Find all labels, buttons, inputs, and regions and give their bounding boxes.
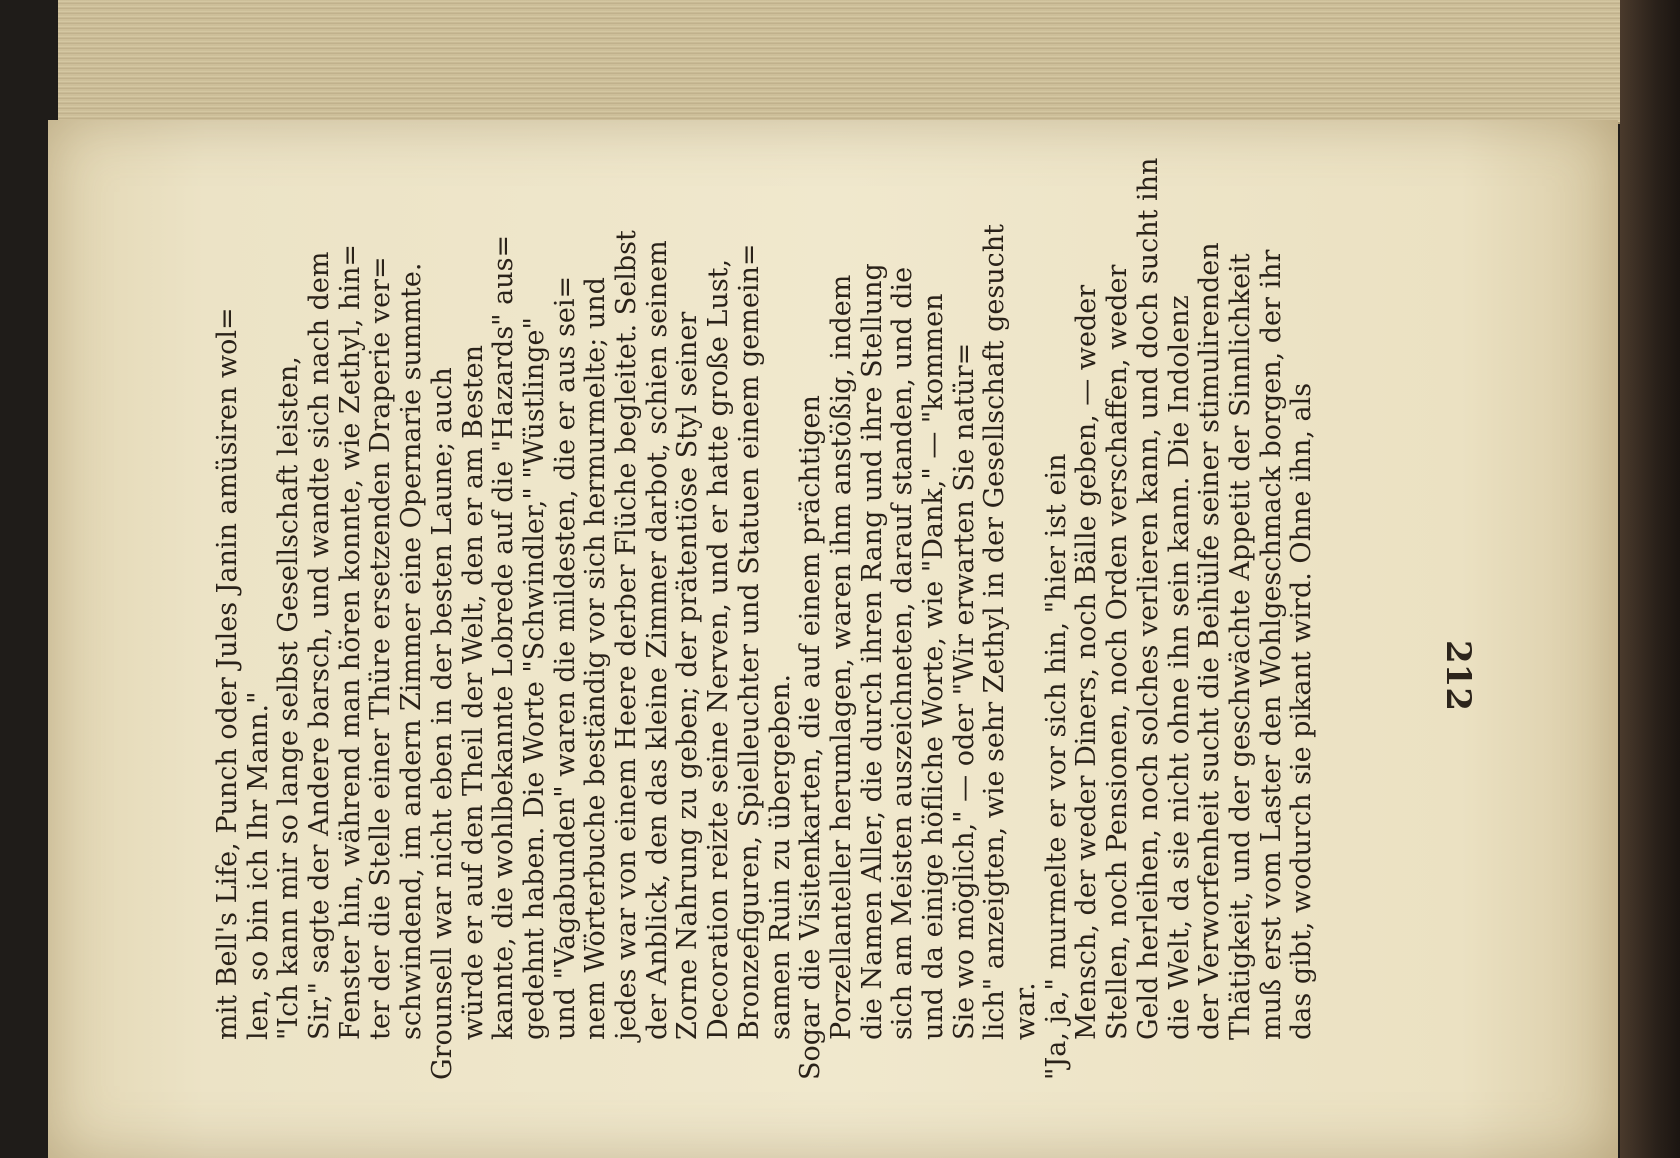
- text-line: Bronzefiguren, Spielleuchter und Statuen einem gemein=: [733, 243, 765, 1040]
- text-line: Porzellanteller herumlagen, waren ihm anstößig, indem: [825, 274, 857, 1040]
- text-line: Zorne Nahrung zu geben; der prätentiöse Styl seiner: [672, 311, 704, 1040]
- text-line: Mensch, der weder Diners, noch Bälle geben, — weder: [1071, 284, 1103, 1040]
- text-line: samen Ruin zu übergeben.: [764, 673, 796, 1040]
- text-line: Thätigkeit, und der geschwächte Appetit der Sinnlichkeit: [1224, 253, 1256, 1040]
- text-line: und "Vagabunden" waren die mildesten, die er aus sei=: [549, 275, 581, 1040]
- text-line: Geld herleihen, noch solches verlieren kann, und doch sucht ihn: [1132, 157, 1164, 1040]
- text-line: und da einige höfliche Worte, wie "Dank," — "kommen: [917, 293, 949, 1040]
- text-line: Decoration reizte seine Nerven, und er hatte große Lust,: [703, 258, 735, 1040]
- text-line: Stellen, noch Pensionen, noch Orden verschaffen, weder: [1102, 264, 1134, 1040]
- text-line: der Anblick, den das kleine Zimmer darbot, schien seinem: [641, 240, 673, 1040]
- book-spine: [1620, 0, 1680, 1158]
- page-edges: [58, 0, 1628, 124]
- text-line: Grounsell war nicht eben in der besten Laune; auch: [426, 367, 458, 1080]
- text-line: die Namen Aller, die durch ihren Rang und ihre Stellung: [856, 263, 888, 1040]
- text-line: "Ich kann mir so lange selbst Gesellschaft leisten,: [273, 356, 305, 1040]
- text-line: das gibt, wodurch sie pikant wird. Ohne ihn, als: [1286, 382, 1318, 1040]
- page-number: 212: [1438, 640, 1478, 711]
- text-line: len, so bin ich Ihr Mann.": [242, 691, 274, 1040]
- text-line: Sie wo möglich," — oder "Wir erwarten Sie natür=: [948, 342, 980, 1040]
- text-line: gedehnt haben. Die Worte "Schwindler," "Wüstlinge": [518, 317, 550, 1040]
- text-line: lich" anzeigten, wie sehr Zethyl in der Gesellschaft gesucht: [979, 223, 1011, 1040]
- text-line: Fenster hin, während man hören konnte, wie Zethyl, hin=: [334, 243, 366, 1040]
- text-line: sich am Meisten auszeichneten, darauf standen, und die: [887, 266, 919, 1040]
- text-block: [205, 157, 1318, 1080]
- text-line: war.: [1010, 982, 1042, 1040]
- text-line: "Ja, ja," murmelte er vor sich hin, "hier ist ein: [1040, 453, 1072, 1080]
- text-line: ter der die Stelle einer Thüre ersetzenden Draperie ver=: [365, 256, 397, 1040]
- text-line: muß erst vom Laster den Wohlgeschmack borgen, der ihr: [1255, 249, 1287, 1040]
- text-line: schwindend, im andern Zimmer eine Opernarie summte.: [396, 262, 428, 1040]
- text-line: die Welt, da sie nicht ohne ihn sein kann. Die Indolenz: [1163, 295, 1195, 1040]
- text-line: der Verworfenheit sucht die Beihülfe seiner stimulirenden: [1194, 242, 1226, 1040]
- text-line: mit Bell's Life, Punch oder Jules Janin amüsiren wol=: [212, 307, 243, 1040]
- text-line: kannte, die wohlbekannte Lobrede auf die "Hazards" aus=: [488, 234, 520, 1040]
- text-line: jedes war von einem Heere derber Flüche begleitet. Selbst: [611, 230, 643, 1040]
- text-line: Sogar die Visitenkarten, die auf einem prächtigen: [795, 395, 827, 1080]
- text-line: nem Wörterbuche beständig vor sich hermurmelte; und: [580, 277, 612, 1040]
- text-line: würde er auf den Theil der Welt, den er am Besten: [457, 344, 489, 1040]
- text-line: Sir," sagte der Andere barsch, und wandte sich nach dem: [304, 251, 336, 1040]
